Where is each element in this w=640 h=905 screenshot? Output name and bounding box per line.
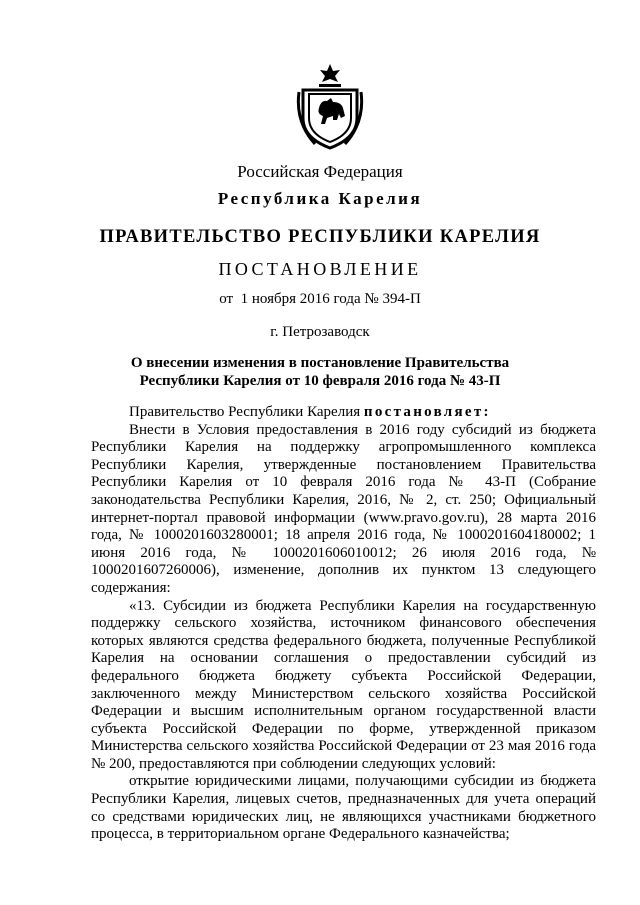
- preamble-action: постановляет:: [363, 404, 491, 420]
- body-paragraph: открытие юридическими лицами, получающими субсидии из бюджета Республики Карелия, лицевых счетов, предназначенных для учета операций со средствами юридических лиц, не являющихся участниками бюджетного процесса, в территориальном органе Федерального казначейства;: [91, 773, 596, 843]
- document-title-line-1: О внесении изменения в постановление Правительства: [130, 355, 510, 371]
- document-city: г. Петрозаводск: [270, 324, 370, 340]
- document-title: [0, 354, 640, 390]
- body-paragraph: Внести в Условия предоставления в 2016 году субсидий из бюджета Республики Карелия на поддержку агропромышленного комплекса Республики Карелия, утвержденные постановлением Правительства Республики Карелия от 10 февраля 2016 года № 43-П (Собрание законодательства Республики Карелия, 2016, № 2, ст. 250; Официальный интернет-портал правовой информации (www.pravo.gov.ru), 28 марта 2016 года, № 1000201603280001; 18 апреля 2016 года, № 1000201604180002; 1 июня 2016 года, № 1000201606010012; 26 июля 2016 года, № 1000201607260006), изменение, дополнив их пунктом 13 следующего содержания:: [91, 421, 596, 596]
- body-paragraph: «13. Субсидии из бюджета Республики Карелия на государственную поддержку сельского хозяйства, источником финансового обеспечения которых являются средства федерального бюджета, полученные Республикой Карелия на основании соглашения о предоставлении субсидий из федерального бюджета бюджету субъекта Российской Федерации, заключенного между Министерством сельского хозяйства Российской Федерации и высшим исполнительным органом государственной власти субъекта Российской Федерации по форме, утвержденной приказом Министерства сельского хозяйства Российской Федерации от 23 мая 2016 года № 200, предоставляются при соблюдении следующих условий:: [91, 597, 596, 772]
- document-body: [91, 404, 596, 844]
- document-date-number: от 1 ноября 2016 года № 394-П: [219, 291, 421, 307]
- coat-of-arms-icon: [295, 62, 365, 150]
- document-title-line-2: Республики Карелия от 10 февраля 2016 года № 43-П: [139, 373, 501, 389]
- republic-name: Республика Карелия: [217, 189, 423, 208]
- document-type: ПОСТАНОВЛЕНИЕ: [218, 259, 422, 279]
- country-name: Российская Федерация: [237, 162, 403, 181]
- preamble-text: Правительство Республики Карелия: [129, 404, 364, 420]
- government-name: ПРАВИТЕЛЬСТВО РЕСПУБЛИКИ КАРЕЛИЯ: [99, 227, 541, 247]
- preamble: [91, 404, 596, 422]
